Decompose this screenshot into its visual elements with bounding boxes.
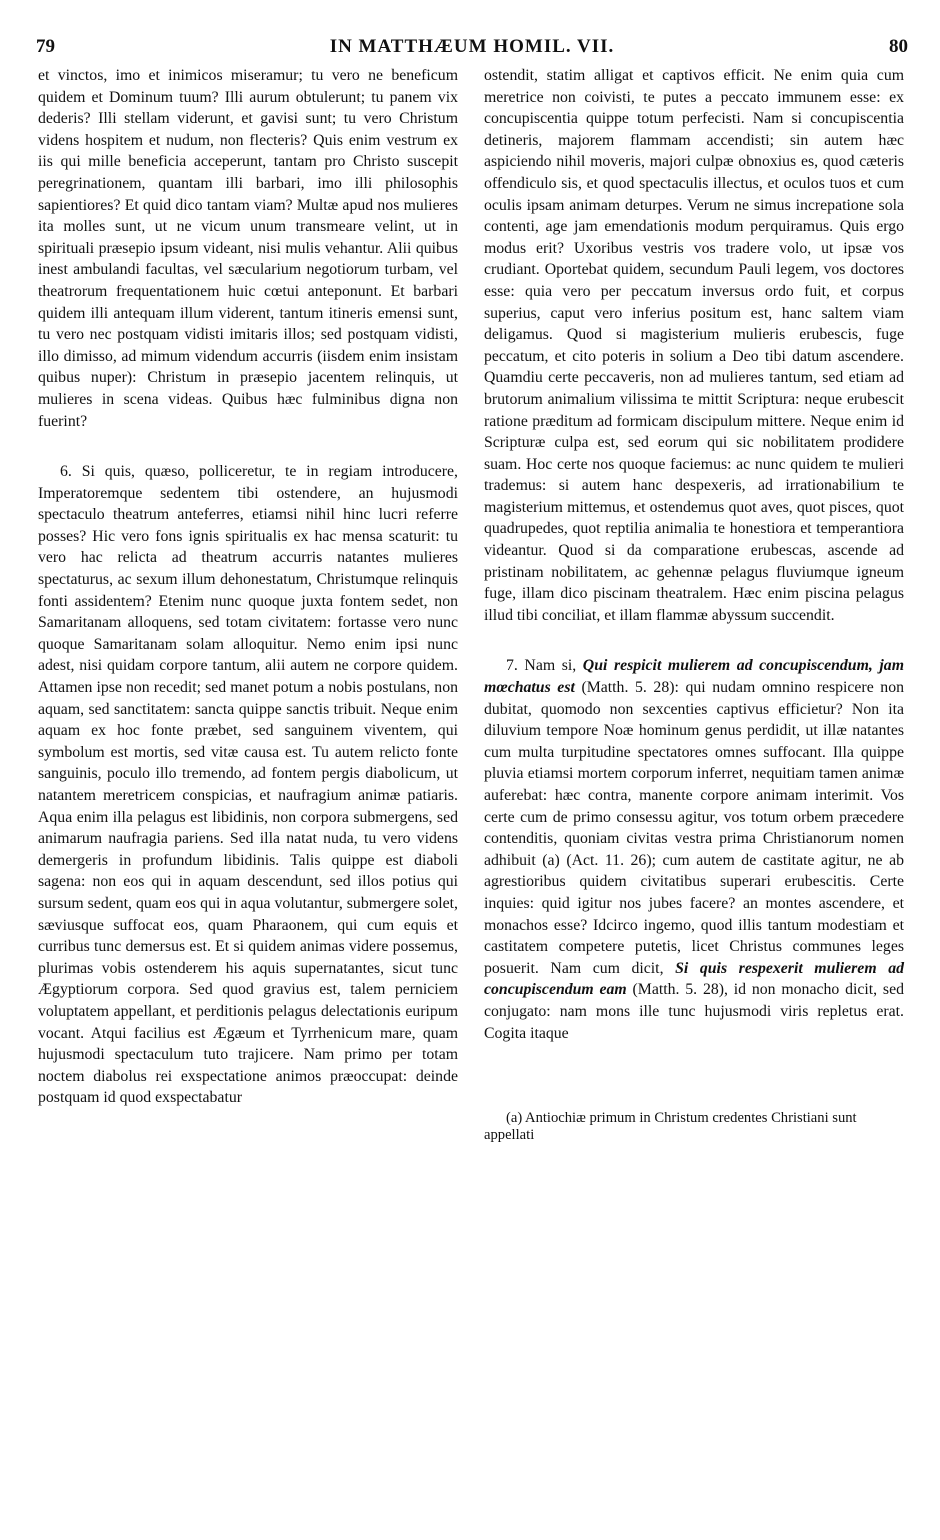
paragraph-continued: et vinctos, imo et inimicos miseramur; tu vero ne beneficum quidem et Dominum tuum? Illi aurum obtulerunt; tu panem vix dederis? Illi stellam viderunt, et gavisi sunt; tu vero Christum videns hospitem et nudum, non flecteris? Quis enim vestrum ex iis qui mille beneficia acceperunt, tantam pro Christo suscepit peregrinationem, quantam illi barbari, imo illi philosophis sapientiores? Et quid dico tantam viam? Multæ apud nos mulieres ita molles sunt, ut ne vicum unum transmeare velint, ut in spirituali præsepio ipsum videant, nisi mulis vehantur. Alii quibus inest ambulandi facultas, vel sæcularium negotiorum turbam, vel theatrorum frequentationem huic cœtui anteponunt. Et barbari quidem illi antequam illum viderent, tantum itineris emensi sunt, tu vero nec postquam vidisti imitaris illos; sed postquam vidisti, illo dimisso, ad mimum videndum accurris (iisdem enim insistam quibus nuper): Christum in præsepio jacentem relinquis, ut mulieres in scena videas. Quibus hæc fulminibus digna non fuerint? — [38, 67, 458, 430]
paragraph-7-body: (Matth. 5. 28): qui nudam omnino respicere non dubitat, quomodo non sexcenties captivus efficietur? Non ita diluvium tempore Noæ hominum genus perdidit, ut illæ natantes cum multa turpitudine spectatores omnes suffocant. Illa quippe pluvia etiamsi mortem corporum inferret, nequitiam tamen animæ auferebat: hæc contra, manente corpore animam interimit. Vos certe cum de primo consessu agitur, vos totum orbem præcedere contenditis, quoniam civitas vestra prima Christianorum nomen adhibuit (a) (Act. 11. 26); cum autem de castitate agitur, ne ab agrestioribus quidem civitatibus superari erubescitis. Certe inquies: quid igitur nos jubes facere? an montes ascendere, et monachos esse? Idcirco ingemo, quod illis tantum modestiam et castitatem competere putetis, licet Christus communes leges posuerit. Nam cum dicit, — [484, 679, 904, 977]
page-number-right: 80 — [889, 36, 908, 57]
scripture-quote: Qui respicit mulierem ad concupiscendum, jam mœchatus est — [484, 657, 904, 697]
running-title: IN MATTHÆUM HOMIL. VII. — [329, 36, 615, 57]
page-number-left: 79 — [36, 36, 55, 57]
page-header — [36, 36, 908, 64]
paragraph-7-lead: 7. Nam si, — [506, 657, 583, 675]
paragraph-continued-right: ostendit, statim alligat et captivos efficit. Ne enim quia cum meretrice non coivisti, te putes a peccato immunem esse: ex concupiscentia quippe totum perfecisti. Nam si concupiscentia detineris, majorem flammam accendisti; sin autem hæc aspiciendo nihil moveris, majori culpæ obnoxius es, quod cæteris offendiculo sis, et quod spectaculis illectus, et oculos tuos et cum oculis ipsam animam deturpes. Verum ne simus increpatione sola contenti, age jam emendationis modum perquiramus. Quis ergo modus erit? Uxoribus vestris vos tradere volo, ut ipsæ vos crudiant. Oportebat quidem, secundum Pauli legem, vos doctores esse: quia vero per peccatum inversus ordo fuit, et corpus superius, caput vero inferius positum est, hanc saltem viam deligamus. Quod si magisterium mulieris erubescis, fuge peccatum, et cito poteris in solium a Deo tibi datum ascendere. Quamdiu certe peccaveris, non ad mulieres tantum, sed etiam ad brutorum animalium vilissima te mittit Scriptura: neque erubescit ratione præditum ad formicam discipulum mittere. Neque enim id Scripturæ culpa est, sed eorum qui sic nobilitatem prodidere suam. Hoc certe nos quoque faciemus: ac nunc quidem te mulieri trademus: si autem hanc despexeris, ad irrationabilium te magisterium mittemus, et ostendemus quot aves, quot pisces, quot quadrupedes, quot reptilia animalia te honestiora et temperantiora videantur. Quod si da comparatione erubescas, ascende ad pristinam nobilitatem, ac gehennæ pelagus fluviumque igneum fuge, illam dico piscinam theatralem. Hæc enim piscina pelagus illud tibi conciliat, et illam flammæ abyssum succendit. — [484, 67, 904, 624]
left-column — [38, 65, 458, 1109]
right-column — [484, 65, 904, 1144]
paragraph-6: 6. Si quis, quæso, polliceretur, te in regiam introducere, Imperatoremque sedentem tibi ostendere, an hujusmodi spectaculo theatrum anteferres, etiamsi nihil hinc lucri referre posses? Hic vero fons ignis spiritualis ex hac mensa scaturit: tu vero hac relicta ad theatrum accurris natantes mulieres spectaturus, ac sexum illum dehonestatum, Christumque relinquis fonti assidentem? Etenim nunc quoque juxta fontem sedet, non Samaritanam alloquens, sed totam civitatem: fortasse vero nunc quoque Samaritanam solam alloquitur. Nemo enim ipsi nunc adest, nisi quidam corpore tantum, alii autem ne corpore quidem. Attamen ipse non recedit; sed manet potum a nobis postulans, non aquam, sed sanctitatem: sancta quippe sanctis tribuit. Neque enim aquam ex hoc fonte præbet, sed sanguinem viventem, qui symbolum est mortis, sed vitæ causa est. Tu autem relicto fonte sanguinis, poculo illo tremendo, ad fontem pergis diabolicum, ut natantem meretricem conspicias, et naufragium animæ patiaris. Aqua enim illa pelagus est libidinis, non corpora submergens, sed animarum naufragia pariens. Sed illa natat nuda, tu vero videns demergeris in profundum libidinis. Talis quippe est diaboli sagena: non eos qui in aquam descendunt, sed illos potius qui sursum sedent, quam eos qui in aqua volutantur, submergere solet, sæviusque suffocat eos, quam Pharaonem, qui cum equis et curribus tunc demersus est. Et si quidem animas videre possemus, plurimas vobis ostenderem his aquis supernatantes, sicut tunc Ægyptiorum corpora. Sed quod gravius est, talem perniciem voluptatem appellant, et perditionis pelagus delectationis euripum vocant. Atqui facilius est Ægæum et Tyrrhenicum mare, quam hujusmodi spectaculum tuto trajicere. Nam primo per totam noctem diabolus rei exspectatione animos præoccupat: deinde postquam id quod exspectabatur — [38, 463, 458, 1107]
paragraph-7 — [484, 655, 904, 1044]
scripture-quote-2: Si quis respexerit mulierem ad concupiscendum eam — [484, 959, 904, 999]
footnote: (a) Antiochiæ primum in Christum credentes Christiani sunt appellati — [484, 1110, 857, 1144]
paragraph-7-tail: (Matth. 5. 28), id non monacho dicit, sed conjugato: nam mons ille tunc hujusmodi viris repletus erat. Cogita itaque — [484, 981, 904, 1042]
